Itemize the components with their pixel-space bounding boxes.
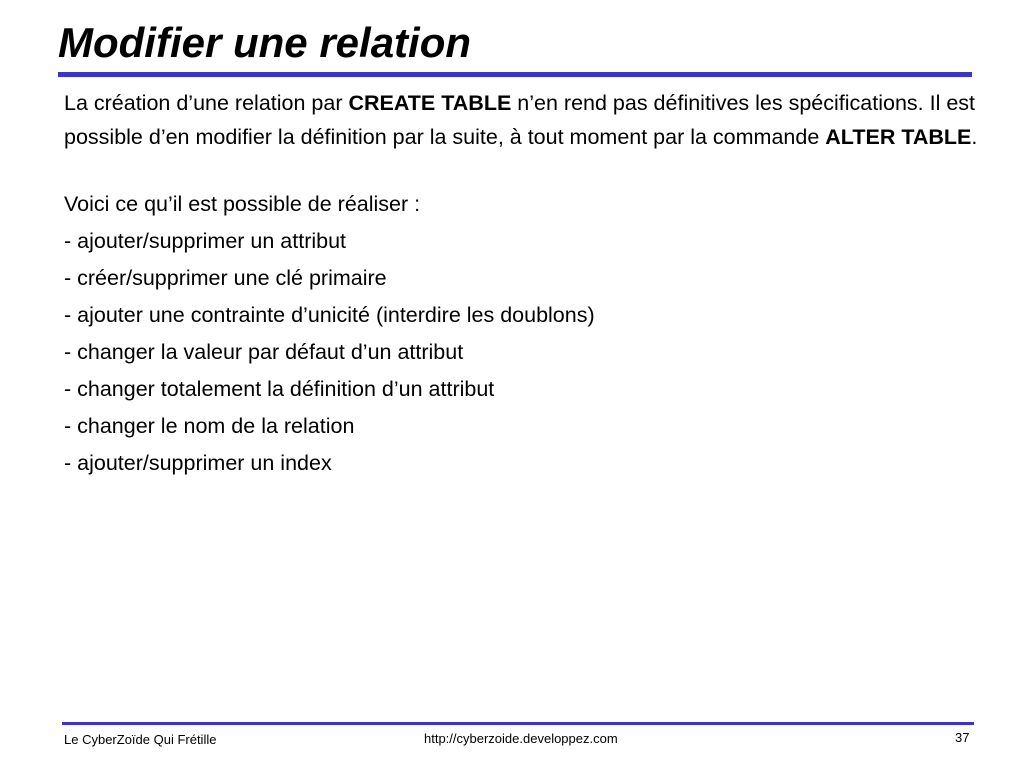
operations-list [64, 223, 994, 482]
title-divider [58, 72, 972, 77]
list-item: - changer le nom de la relation [64, 414, 355, 438]
intro-paragraph [64, 86, 994, 154]
slide-title: Modifier une relation [58, 19, 472, 66]
footer-divider [62, 722, 974, 725]
list-item: - ajouter une contrainte d’unicité (interdire les doublons) [64, 303, 595, 327]
intro-text-1: La création d’une relation par [64, 91, 349, 115]
list-item: - ajouter/supprimer un index [64, 451, 332, 475]
footer-author: Le CyberZoïde Qui Frétille [64, 732, 217, 747]
create-table-keyword: CREATE TABLE [348, 91, 512, 115]
list-intro: Voici ce qu’il est possible de réaliser : [64, 192, 421, 216]
list-item: - changer totalement la définition d’un attribut [64, 377, 495, 401]
page-number: 37 [955, 730, 970, 745]
list-item: - changer la valeur par défaut d’un attribut [64, 340, 464, 364]
intro-text-2: n’en rend pas définitives les spécifications. Il est possible d’en modifier la définition par la suite, à tout moment par la commande [64, 91, 976, 149]
slide-body [64, 86, 994, 482]
footer-url: http://cyberzoide.developpez.com [424, 731, 618, 746]
list-item: - ajouter/supprimer un attribut [64, 229, 347, 253]
intro-text-3: . [971, 125, 978, 149]
alter-table-keyword: ALTER TABLE [825, 125, 972, 149]
list-item: - créer/supprimer une clé primaire [64, 266, 387, 290]
